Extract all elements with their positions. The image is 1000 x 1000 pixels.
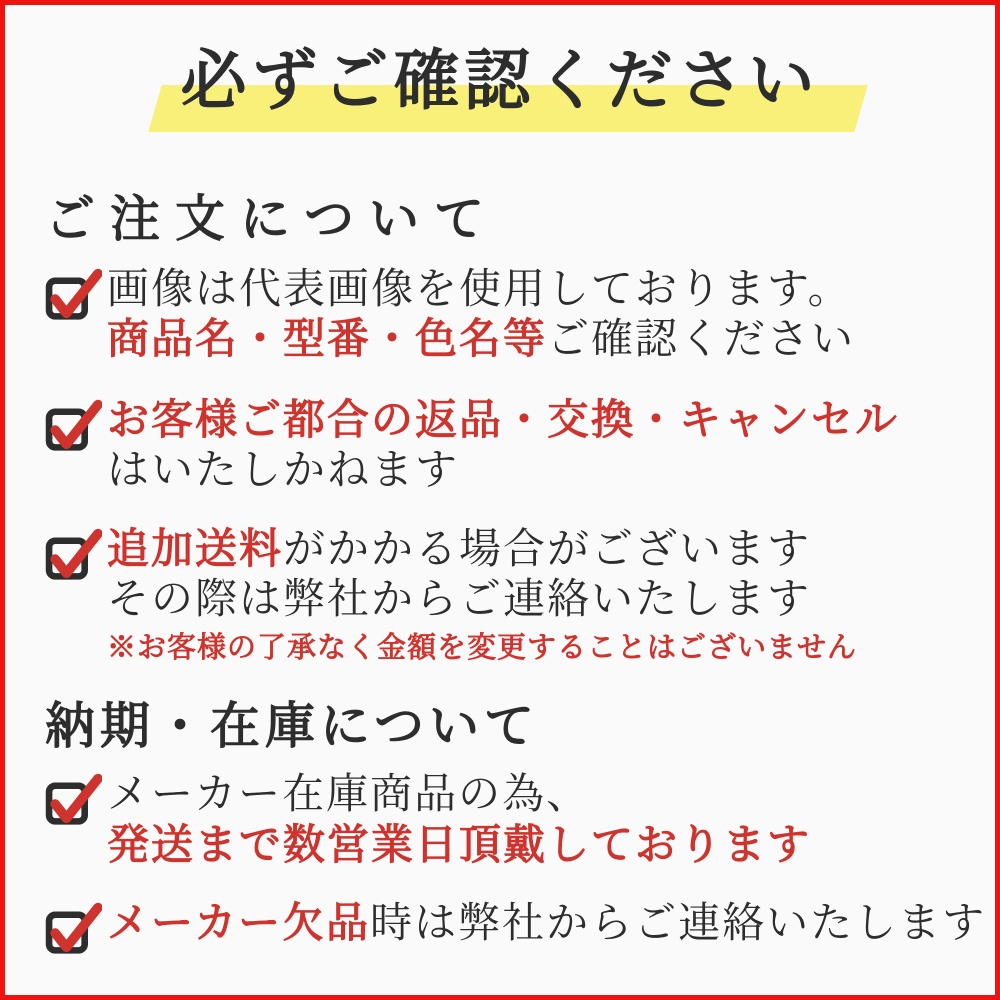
checked-checkbox-icon [45,528,102,582]
notice-body [5,189,995,956]
title-banner [5,39,995,145]
item-text-segment-red: 商品名・型番・色名等 [107,317,548,364]
item-text [107,265,855,366]
list-item-maker-stock [45,770,955,871]
item-text [107,525,857,667]
item-footnote: ※お客様の了承なく金額を変更することはございません [107,632,858,665]
section-order [45,189,955,666]
item-text [107,396,899,497]
list-item-representative-image [45,265,955,366]
item-text-segment: その際は弊社からご連絡いたします [107,576,812,623]
page-title: 必ずご確認ください [180,45,820,118]
section-stock [45,696,987,956]
item-text [107,770,811,871]
item-text-segment-red: お客様ご都合の返品・交換・キャンセル [107,397,900,444]
item-text-segment: 画像は代表画像を使用しております。 [107,267,852,313]
item-text-segment: はいたしかねます [107,448,460,495]
item-text-segment-red: メーカー欠品 [107,900,371,947]
list-item-no-returns [45,396,955,497]
checked-checkbox-icon [45,268,102,322]
item-text-segment: ご確認ください [547,317,856,364]
list-item-extra-shipping [45,525,955,667]
item-text-segment: がかかる場合がございます [283,526,812,573]
item-text [107,899,986,949]
checked-checkbox-icon [45,399,102,453]
checked-checkbox-icon [45,773,102,827]
item-text-segment: メーカー在庫商品の為、 [107,772,591,819]
list-item-maker-shortage [45,899,987,956]
section-order-heading: ご注文について [45,191,499,247]
item-text-segment-red: 追加送料 [107,526,284,573]
section-stock-heading: 納期・在庫について [45,698,539,755]
item-text-segment-red: 発送まで数営業日頂戴しております [107,822,812,869]
item-text-segment: 時は弊社からご連絡いたします [370,900,987,947]
checked-checkbox-icon [45,902,102,956]
